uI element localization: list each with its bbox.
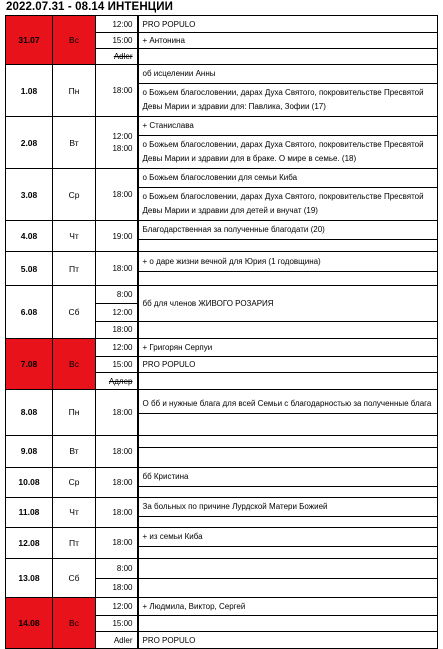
intention-cell <box>138 527 438 558</box>
intention-cell <box>138 117 438 169</box>
weekday-cell: Чт <box>53 497 96 527</box>
time-cell <box>96 527 138 558</box>
date-cell: 4.08 <box>6 221 53 252</box>
date-cell: 5.08 <box>6 252 53 286</box>
date-cell: 1.08 <box>6 65 53 117</box>
intention-blank <box>139 239 438 251</box>
mass-time: 12:00 <box>96 303 137 320</box>
intention-cell <box>138 169 438 221</box>
table-row <box>6 117 438 169</box>
time-cell <box>96 597 138 648</box>
time-cell <box>96 435 138 467</box>
intention-text: PRO POPULO <box>142 19 196 29</box>
table-row <box>6 467 438 497</box>
table-row <box>6 169 438 221</box>
intention-cell <box>138 252 438 286</box>
weekday-cell: Вт <box>53 117 96 169</box>
mass-time: 18:00 <box>112 538 133 548</box>
intention-cell <box>138 65 438 117</box>
intention-text: + Станислава <box>142 121 194 130</box>
time-cell <box>96 389 138 435</box>
intention-text: о Божьем благословении, дарах Духа Святого, покровительстве Пресвятой Девы Марии и здравии для детей и внучат (19) <box>139 187 438 220</box>
weekday-cell: Пт <box>53 252 96 286</box>
time-cell <box>96 65 138 117</box>
intention-blank <box>139 516 438 527</box>
intention-blank <box>139 546 438 558</box>
mass-time: 18:00 <box>112 446 133 456</box>
intention-text: + о даре жизни вечной для Юрия (1 годовщина) <box>142 257 321 266</box>
table-row <box>6 597 438 648</box>
intention-blank <box>139 447 438 459</box>
date-cell: 13.08 <box>6 558 53 597</box>
intention-text: PRO POPULO <box>139 356 438 373</box>
weekday-cell: Вс <box>53 338 96 389</box>
weekday-cell: Пн <box>53 389 96 435</box>
mass-time: 15:00 <box>96 356 137 373</box>
weekday-cell: Вс <box>53 597 96 648</box>
mass-time: 18:00 <box>112 407 133 417</box>
intention-text: бб для членов ЖИВОГО РОЗАРИЯ <box>142 298 274 308</box>
time-cell <box>96 221 138 252</box>
table-row <box>6 497 438 527</box>
mass-time: 18:00 <box>112 264 133 273</box>
intention-cell <box>138 558 438 597</box>
mass-time: Adler <box>96 48 137 64</box>
intention-text: о Божьем благословении для семьи Киба <box>142 173 298 182</box>
intention-blank <box>139 578 438 597</box>
table-row <box>6 435 438 467</box>
mass-time: 12:00 <box>112 132 133 141</box>
intentions-table <box>5 15 438 649</box>
date-cell: 3.08 <box>6 169 53 221</box>
date-cell: 31.07 <box>6 16 53 65</box>
weekday-cell: Чт <box>53 221 96 252</box>
mass-time: Adler <box>96 631 137 648</box>
table-row <box>6 65 438 117</box>
date-cell: 7.08 <box>6 338 53 389</box>
date-cell: 14.08 <box>6 597 53 648</box>
date-cell: 12.08 <box>6 527 53 558</box>
table-row <box>6 252 438 286</box>
mass-time: 15:00 <box>96 32 137 48</box>
intention-text: О бб и нужные блага для всей Семьи с благодарностью за полученные блага <box>142 398 432 408</box>
intention-text: За больных по причине Лурдской Матери Божией <box>142 501 328 511</box>
mass-time: 8:00 <box>116 290 133 300</box>
intention-text <box>139 559 438 578</box>
mass-time: 18:00 <box>96 321 137 338</box>
time-cell <box>96 558 138 597</box>
intention-cell <box>138 286 438 339</box>
mass-time: 15:00 <box>96 615 137 632</box>
weekday-cell: Ср <box>53 467 96 497</box>
time-cell <box>96 286 138 339</box>
table-row <box>6 389 438 435</box>
mass-time: 18:00 <box>112 86 133 95</box>
table-row <box>6 558 438 597</box>
intention-cell <box>138 338 438 389</box>
mass-time: 12:00 <box>112 19 133 29</box>
date-cell: 8.08 <box>6 389 53 435</box>
mass-time: 12:00 <box>112 601 133 611</box>
intention-text: о Божьем благословении, дарах Духа Святого, покровительстве Пресвятой Девы Марии и здравии для: Павлика, Зофии (17) <box>139 83 438 116</box>
mass-time: 8:00 <box>116 563 133 573</box>
mass-time: Адлер <box>96 372 137 389</box>
time-cell <box>96 467 138 497</box>
intention-cell <box>138 221 438 252</box>
time-cell <box>96 16 138 65</box>
time-cell <box>96 117 138 169</box>
intention-blank <box>139 271 438 284</box>
table-row <box>6 16 438 65</box>
intention-text <box>139 372 438 389</box>
intention-blank <box>139 413 438 430</box>
time-cell <box>96 338 138 389</box>
table-row <box>6 221 438 252</box>
intention-cell <box>138 467 438 497</box>
intention-blank <box>139 321 438 338</box>
intention-text: Благодарственная за полученные благодати (20) <box>142 225 325 234</box>
mass-time: 18:00 <box>112 507 133 517</box>
intention-text: + Антонина <box>139 32 438 48</box>
date-cell: 6.08 <box>6 286 53 339</box>
intention-text: + из семьи Киба <box>142 531 203 541</box>
table-row <box>6 286 438 339</box>
intention-text: + Людмила, Виктор, Сергей <box>142 601 246 611</box>
intention-cell <box>138 497 438 527</box>
time-cell <box>96 252 138 286</box>
intention-cell <box>138 597 438 648</box>
intention-cell <box>138 389 438 435</box>
intention-text: о Божьем благословении, дарах Духа Святого, покровительстве Пресвятой Девы Марии и здравии для в браке. О мире в семье. (18) <box>139 135 438 168</box>
intention-blank <box>139 486 438 497</box>
time-cell <box>96 169 138 221</box>
table-row <box>6 338 438 389</box>
weekday-cell: Сб <box>53 286 96 339</box>
mass-time: 19:00 <box>112 231 133 241</box>
mass-time: 18:00 <box>112 190 133 199</box>
weekday-cell: Пн <box>53 65 96 117</box>
intention-text: PRO POPULO <box>139 631 438 648</box>
mass-time: 12:00 <box>112 342 133 352</box>
mass-time: 18:00 <box>112 144 133 153</box>
intention-text <box>139 615 438 632</box>
date-cell: 11.08 <box>6 497 53 527</box>
mass-time: 18:00 <box>96 578 137 597</box>
page-title: 2022.07.31 - 08.14 ИНТЕНЦИИ <box>6 1 173 13</box>
date-cell: 2.08 <box>6 117 53 169</box>
time-cell <box>96 497 138 527</box>
intention-text: + Григорян Серпуи <box>142 342 213 352</box>
date-cell: 9.08 <box>6 435 53 467</box>
weekday-cell: Пт <box>53 527 96 558</box>
mass-time: 18:00 <box>112 477 133 487</box>
date-cell: 10.08 <box>6 467 53 497</box>
intention-text: бб Кристина <box>142 471 189 481</box>
intention-text <box>139 48 438 64</box>
intention-cell <box>138 435 438 467</box>
intention-text: об исцелении Анны <box>142 69 216 78</box>
weekday-cell: Ср <box>53 169 96 221</box>
weekday-cell: Вт <box>53 435 96 467</box>
table-row <box>6 527 438 558</box>
weekday-cell: Вс <box>53 16 96 65</box>
weekday-cell: Сб <box>53 558 96 597</box>
intention-cell <box>138 16 438 65</box>
